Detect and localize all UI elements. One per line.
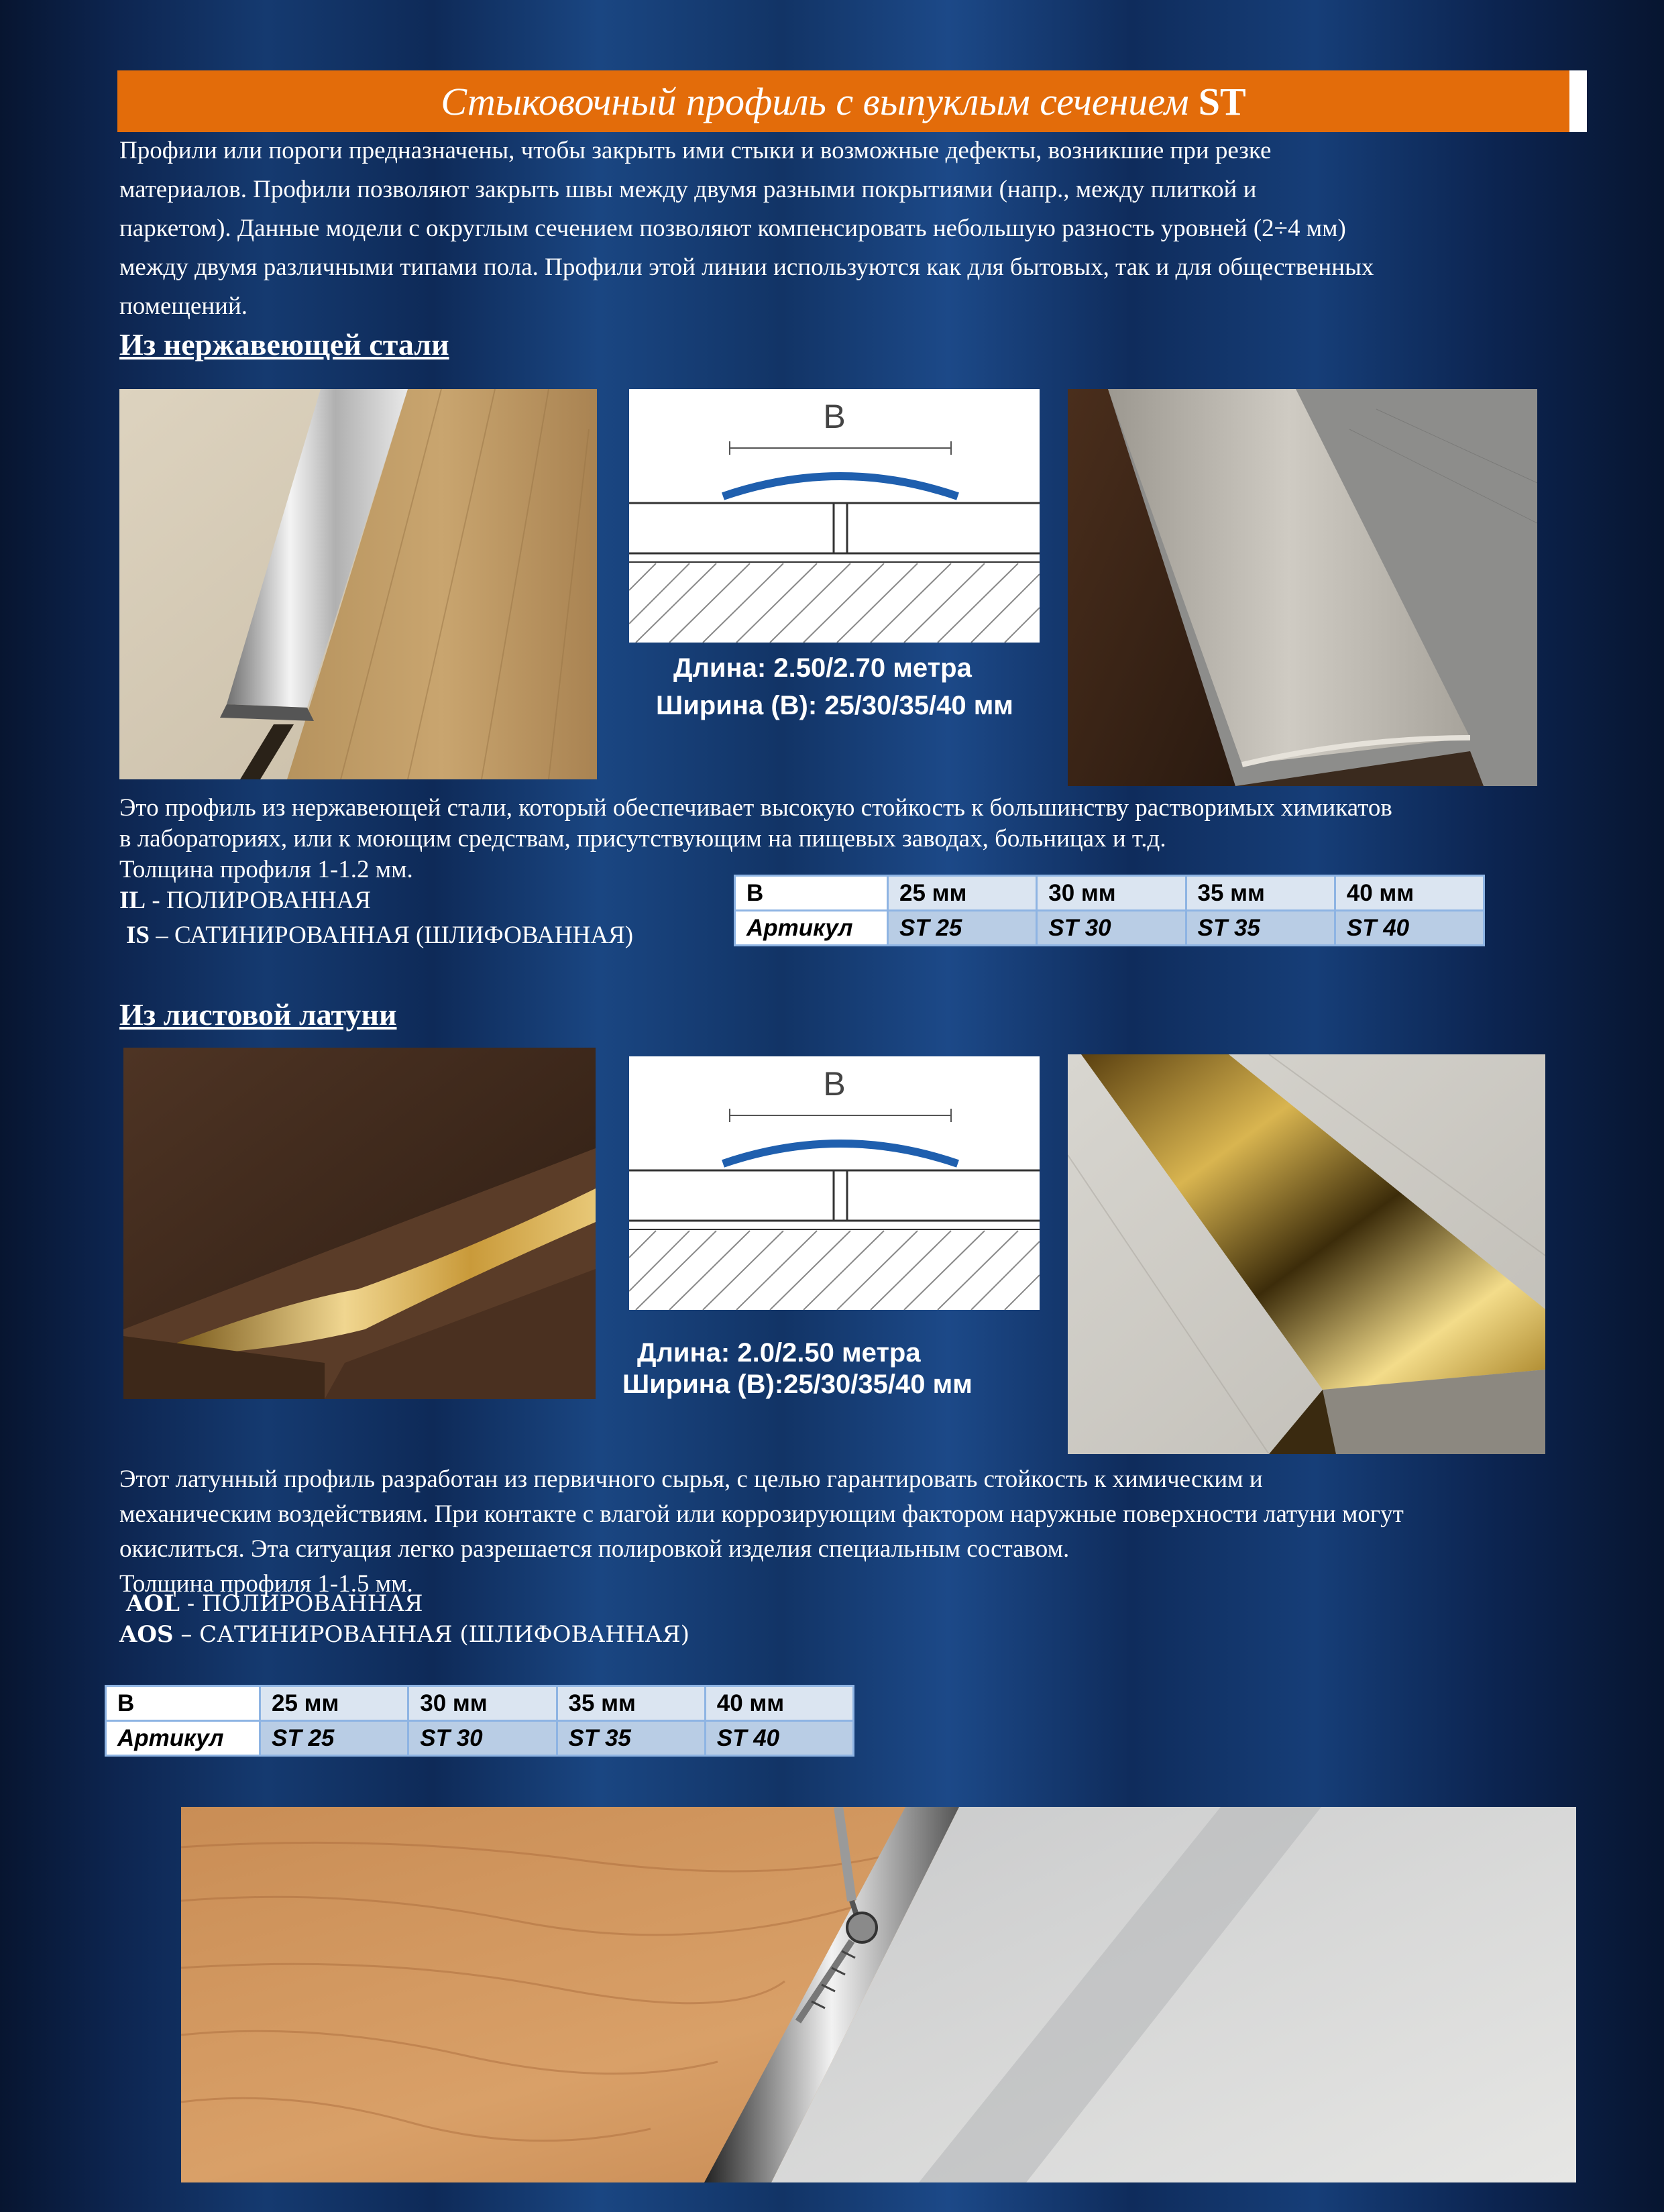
brass-section-diagram — [629, 1056, 1040, 1310]
brass-length-spec: Длина: 2.0/2.50 метра — [637, 1338, 921, 1368]
finish-text: - ПОЛИРОВАННАЯ — [146, 887, 371, 914]
table-cell: ST 40 — [1335, 911, 1484, 946]
brass-heading: Из листовой латуни — [119, 997, 397, 1032]
steel-finish-satin — [126, 920, 633, 951]
steel-heading: Из нержавеющей стали — [119, 327, 449, 362]
brass-desc-line: Этот латунный профиль разработан из первичного сырья, с целью гарантировать стойкость к химическим и — [119, 1466, 1263, 1493]
finish-code: IS — [126, 922, 150, 949]
brass-desc-line: механическим воздействиям. При контакте с влагой или коррозирующим фактором наружные поверхности латуни могут — [119, 1500, 1404, 1528]
steel-desc-line: в лабораториях, или к моющим средствам, присутствующим на пищевых заводах, больницах и т.д. — [119, 825, 1166, 852]
intro-line: Профили или пороги предназначены, чтобы закрыть ими стыки и возможные дефекты, возникшие при резке — [119, 137, 1272, 164]
table-cell: 30 мм — [408, 1686, 557, 1721]
table-cell: ST 30 — [1037, 911, 1186, 946]
table-cell: Артикул — [735, 911, 888, 946]
intro-line: паркетом). Данные модели с округлым сечением позволяют компенсировать небольшую разность уровней (2÷4 мм) — [119, 215, 1346, 242]
table-cell: 40 мм — [1335, 876, 1484, 911]
steel-desc-line: Толщина профиля 1-1.2 мм. — [119, 856, 413, 883]
installation-photo — [181, 1807, 1576, 2182]
intro-line: между двумя различными типами пола. Профили этой линии используются как для бытовых, так и для общественных — [119, 254, 1374, 281]
table-row — [735, 876, 1484, 911]
table-cell: 25 мм — [260, 1686, 408, 1721]
table-cell: ST 25 — [260, 1721, 408, 1756]
table-cell: Артикул — [106, 1721, 260, 1756]
table-cell: ST 35 — [557, 1721, 705, 1756]
table-cell: ST 25 — [888, 911, 1037, 946]
finish-code: IL — [119, 887, 146, 914]
table-cell: ST 30 — [408, 1721, 557, 1756]
steel-length-spec: Длина: 2.50/2.70 метра — [673, 653, 972, 683]
table-cell: ST 35 — [1186, 911, 1335, 946]
steel-polished-photo — [119, 389, 597, 779]
brass-article-table — [105, 1685, 854, 1757]
brass-finish-polished — [126, 1588, 423, 1619]
brass-polished-photo — [123, 1048, 596, 1399]
table-cell: 35 мм — [1186, 876, 1335, 911]
finish-code: AOS — [119, 1621, 174, 1648]
steel-description — [119, 793, 1628, 885]
brass-desc-line: Толщина профиля 1-1.5 мм. — [119, 1570, 413, 1598]
table-row — [106, 1721, 854, 1756]
brass-desc-line: окислиться. Эта ситуация легко разрешается полировкой изделия специальным составом. — [119, 1535, 1070, 1563]
steel-desc-line: Это профиль из нержавеющей стали, который обеспечивает высокую стойкость к большинству растворимых химикатов — [119, 794, 1392, 822]
intro-paragraph — [119, 131, 1622, 326]
steel-section-diagram — [629, 389, 1040, 643]
table-cell: 30 мм — [1037, 876, 1186, 911]
table-cell: 35 мм — [557, 1686, 705, 1721]
title-code: ST — [1198, 79, 1246, 123]
table-row — [106, 1686, 854, 1721]
brass-description — [119, 1462, 1642, 1602]
table-cell: 25 мм — [888, 876, 1037, 911]
title-text: Стыковочный профиль с выпуклым сечением — [441, 79, 1189, 123]
diagram-width-label: B — [823, 398, 846, 435]
table-cell: 40 мм — [705, 1686, 853, 1721]
steel-finish-polished — [119, 885, 371, 916]
finish-code: AOL — [126, 1590, 180, 1617]
steel-article-table — [734, 875, 1485, 946]
table-cell: B — [735, 876, 888, 911]
intro-line: материалов. Профили позволяют закрыть швы между двумя разными покрытиями (напр., между плиткой и — [119, 176, 1257, 203]
table-cell: ST 40 — [705, 1721, 853, 1756]
brass-satin-photo — [1068, 1054, 1545, 1454]
finish-text: – САТИНИРОВАННАЯ (ШЛИФОВАННАЯ) — [149, 922, 634, 949]
page-title — [117, 70, 1569, 132]
brass-finish-satin — [119, 1619, 689, 1650]
finish-text: – САТИНИРОВАННАЯ (ШЛИФОВАННАЯ) — [173, 1621, 690, 1648]
finish-text: - ПОЛИРОВАННАЯ — [179, 1590, 423, 1617]
title-edge-accent — [1569, 70, 1587, 132]
intro-line: помещений. — [119, 292, 247, 320]
table-cell: B — [106, 1686, 260, 1721]
table-row — [735, 911, 1484, 946]
steel-satin-photo — [1068, 389, 1537, 786]
brass-width-spec: Ширина (B):25/30/35/40 мм — [622, 1370, 973, 1399]
diagram-width-label: B — [823, 1065, 846, 1103]
steel-width-spec: Ширина (B): 25/30/35/40 мм — [656, 691, 1013, 720]
